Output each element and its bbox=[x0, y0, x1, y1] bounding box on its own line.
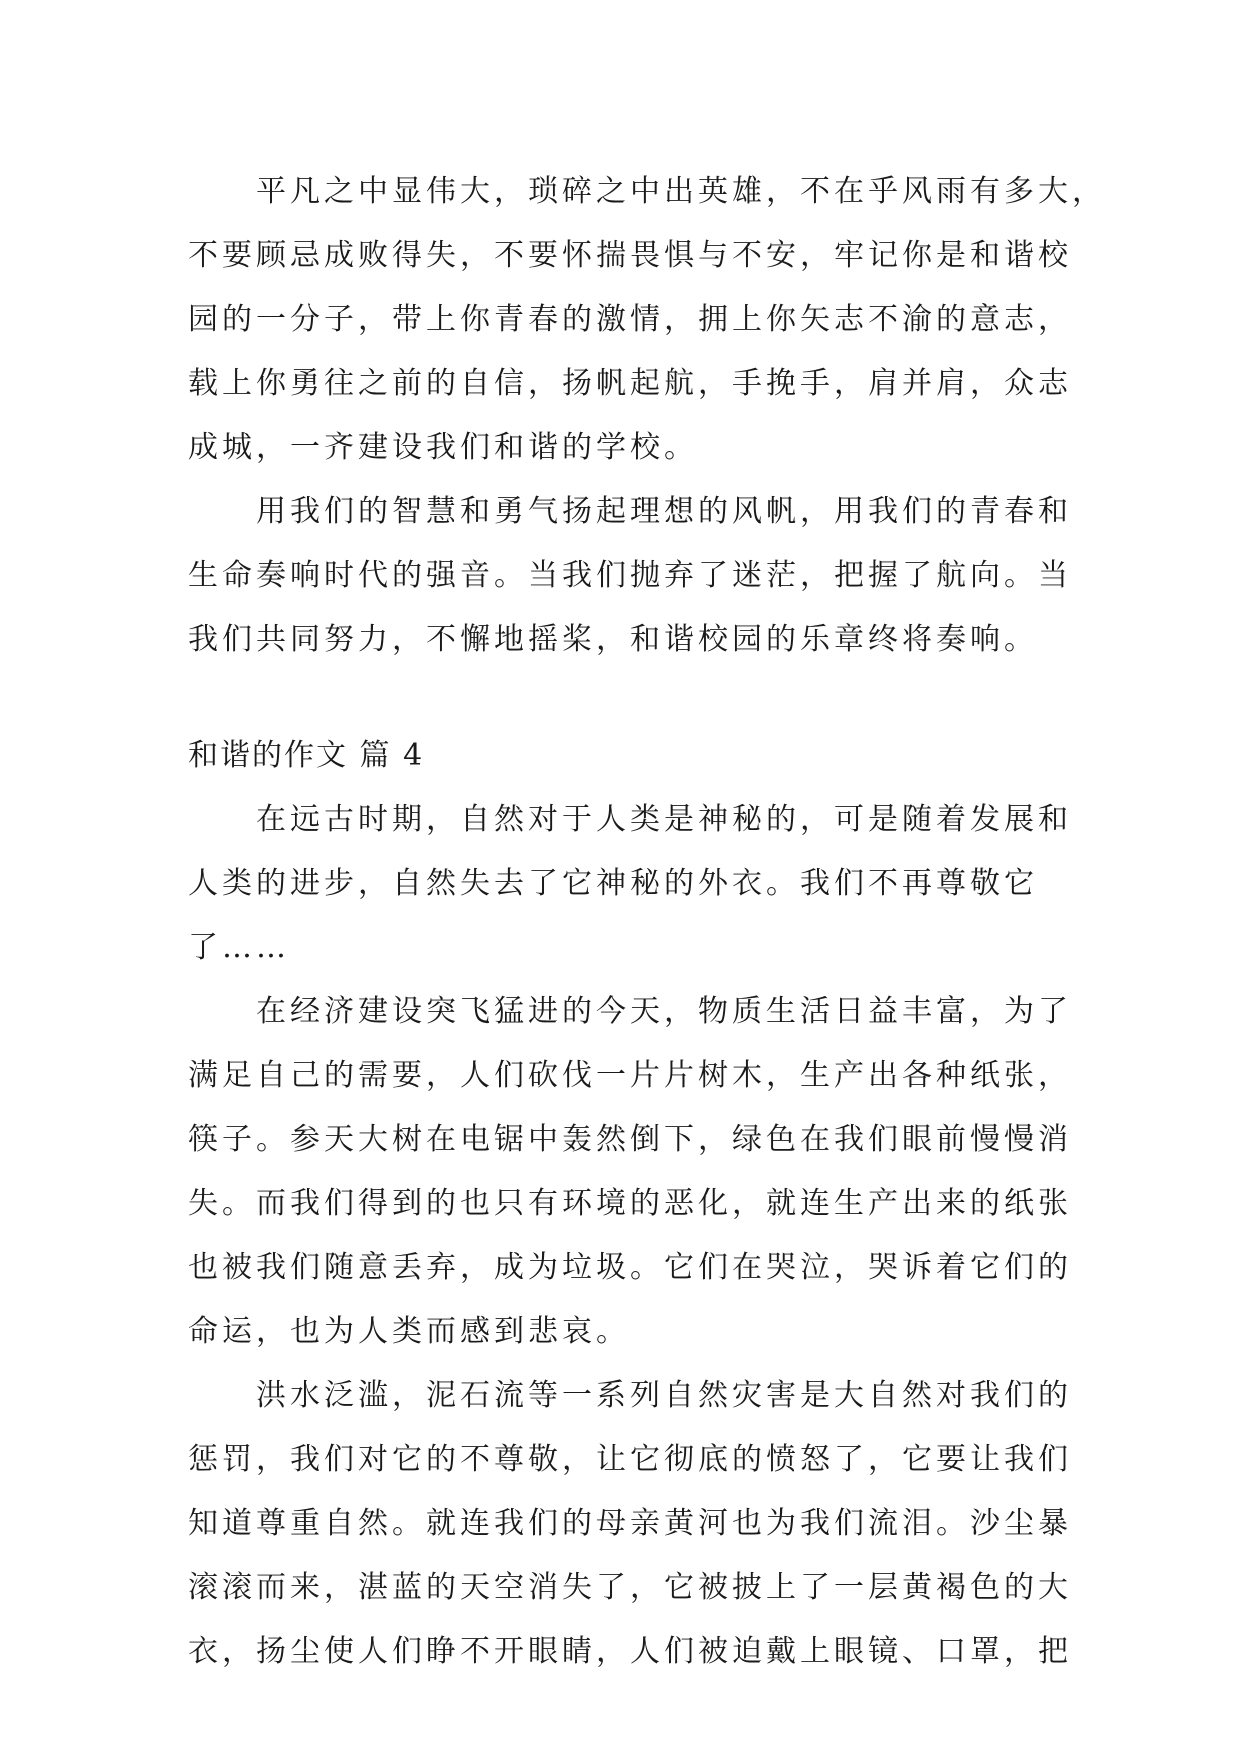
paragraph-line: 我们共同努力，不懈地摇桨，和谐校园的乐章终将奏响。 bbox=[188, 622, 1038, 657]
paragraph-line: 滚滚而来，湛蓝的天空消失了，它被披上了一层黄褐色的大 bbox=[188, 1570, 1072, 1605]
paragraph-line: 载上你勇往之前的自信，扬帆起航，手挽手，肩并肩，众志 bbox=[188, 366, 1072, 401]
paragraph-line: 了…… bbox=[188, 930, 290, 965]
document-body bbox=[188, 160, 1106, 1684]
paragraph-line: 成城，一齐建设我们和谐的学校。 bbox=[188, 430, 698, 465]
paragraph-line: 在经济建设突飞猛进的今天，物质生活日益丰富，为了 bbox=[256, 994, 1072, 1029]
paragraph-line: 园的一分子，带上你青春的激情，拥上你矢志不渝的意志， bbox=[188, 302, 1072, 337]
paragraph-line: 在远古时期，自然对于人类是神秘的，可是随着发展和 bbox=[256, 802, 1072, 837]
paragraph-line: 命运，也为人类而感到悲哀。 bbox=[188, 1314, 630, 1349]
paragraph-line: 不要顾忌成败得失，不要怀揣畏惧与不安，牢记你是和谐校 bbox=[188, 238, 1072, 273]
paragraph-line: 知道尊重自然。就连我们的母亲黄河也为我们流泪。沙尘暴 bbox=[188, 1506, 1072, 1541]
paragraph-line: 洪水泛滥，泥石流等一系列自然灾害是大自然对我们的 bbox=[256, 1378, 1072, 1413]
paragraph bbox=[188, 1364, 1072, 1684]
paragraph bbox=[188, 788, 1072, 980]
paragraph bbox=[188, 980, 1072, 1364]
paragraph-line: 用我们的智慧和勇气扬起理想的风帆，用我们的青春和 bbox=[256, 494, 1072, 529]
paragraph-line: 满足自己的需要，人们砍伐一片片树木，生产出各种纸张， bbox=[188, 1058, 1072, 1093]
paragraph bbox=[188, 480, 1072, 672]
section-spacer bbox=[188, 672, 1068, 724]
paragraph-line: 平凡之中显伟大，琐碎之中出英雄，不在乎风雨有多大， bbox=[256, 174, 1106, 209]
paragraph-line: 也被我们随意丢弃，成为垃圾。它们在哭泣，哭诉着它们的 bbox=[188, 1250, 1072, 1285]
paragraph-line: 惩罚，我们对它的不尊敬，让它彻底的愤怒了，它要让我们 bbox=[188, 1442, 1072, 1477]
paragraph-line: 筷子。参天大树在电锯中轰然倒下，绿色在我们眼前慢慢消 bbox=[188, 1122, 1072, 1157]
paragraph-line: 生命奏响时代的强音。当我们抛弃了迷茫，把握了航向。当 bbox=[188, 558, 1072, 593]
section-heading: 和谐的作文 篇 4 bbox=[188, 738, 425, 773]
paragraph bbox=[188, 160, 1106, 480]
paragraph-line: 失。而我们得到的也只有环境的恶化，就连生产出来的纸张 bbox=[188, 1186, 1072, 1221]
paragraph-line: 衣，扬尘使人们睁不开眼睛，人们被迫戴上眼镜、口罩，把 bbox=[188, 1634, 1072, 1669]
paragraph-line: 人类的进步，自然失去了它神秘的外衣。我们不再尊敬它 bbox=[188, 866, 1038, 901]
